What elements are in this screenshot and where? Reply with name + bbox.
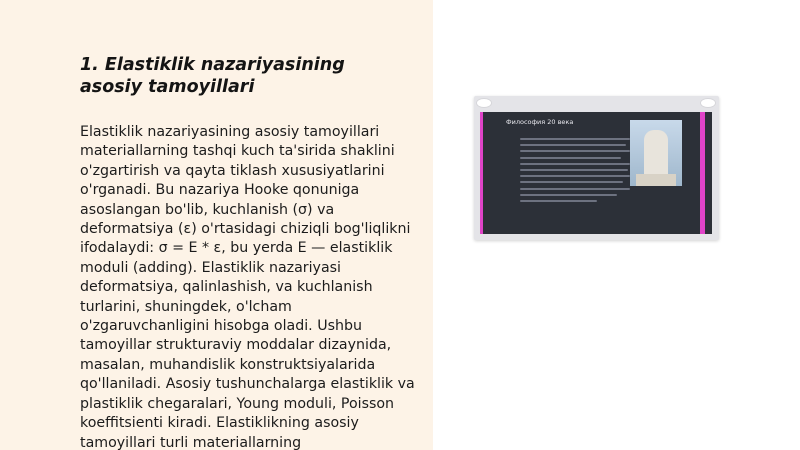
- paper-curl-decoration: [476, 98, 492, 108]
- slide-accent-bar: [480, 112, 483, 234]
- slide-thumbnail[interactable]: [474, 96, 719, 240]
- thumbnail-text-lines: [520, 138, 630, 206]
- statue-photo-icon: [630, 120, 682, 186]
- thumbnail-title: Философия 20 века: [506, 118, 574, 126]
- thumbnail-slide: [480, 112, 712, 234]
- section-heading: 1. Elastiklik nazariyasining asosiy tamoyillari: [80, 55, 345, 97]
- slide-accent-bar: [700, 112, 705, 234]
- section-body: Elastiklik nazariyasining asosiy tamoyillari materiallarning tashqi kuch ta'sirida shaklini o'zgartirish va qayta tiklash xususiyatlarini o'rganadi. Bu nazariya Hooke qonuniga asoslangan bo'lib, kuchlanish (σ) va deformatsiya (ε) o'rtasidagi chiziqli bog'liqlikni ifodalaydi: σ = E * ε, bu yerda E — elastiklik moduli (adding). Elastiklik nazariyasi deformatsiya, qalinlashish, va kuchlanish turlarini, shuningdek, o'lcham o'zgaruvchanligini hisobga oladi. Ushbu tamoyillar strukturaviy moddalar dizaynida, masalan, muhandislik konstruktsiyalarida qo'llaniladi. Asosiy tushunchalarga elastiklik va plastiklik chegaralari, Young moduli, Poisson koeffitsienti kiradi. Elastiklikning asosiy tamoyillari turli materiallarning: [80, 124, 415, 450]
- paper-curl-decoration: [700, 98, 716, 108]
